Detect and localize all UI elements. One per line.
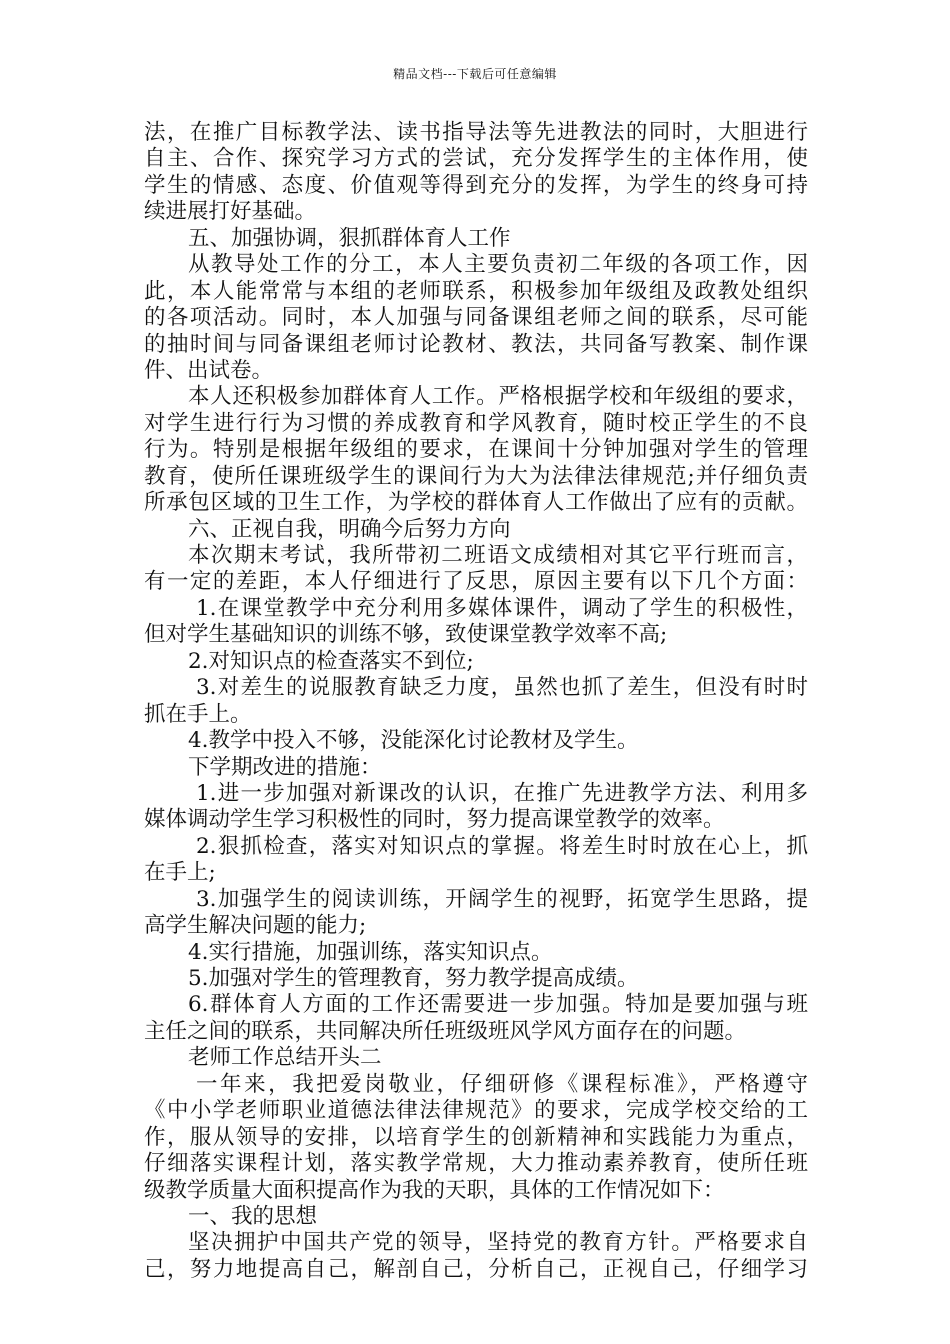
text-line: 坚决拥护中国共产党的领导，坚持党的教育方针。严格要求自: [188, 1230, 808, 1256]
text-line: 的抽时间与同备课组老师讨论教材、教法，共同备写教案、制作课: [144, 331, 808, 357]
text-line: 的各项活动。同时，本人加强与同备课组老师之间的联系，尽可能: [144, 305, 808, 331]
document-body: [144, 120, 808, 1283]
text-line: 自主、合作、探究学习方式的尝试，充分发挥学生的主体作用，使: [144, 146, 808, 172]
text-line: 一年来，我把爱岗敬业，仔细研修《课程标准》，严格遵守: [196, 1071, 808, 1097]
text-line: 下学期改进的措施：: [188, 754, 382, 780]
text-line: 《中小学老师职业道德法律法律规范》的要求，完成学校交给的工: [144, 1098, 808, 1124]
text-line: 六、正视自我，明确今后努力方向: [188, 516, 511, 542]
text-line: 5.加强对学生的管理教育，努力教学提高成绩。: [188, 966, 639, 991]
text-line: 主任之间的联系，共同解决所任班级班风学风方面存在的问题。: [144, 1018, 747, 1044]
text-line: 2.对知识点的检查落实不到位;: [188, 648, 474, 674]
text-line: 抓在手上。: [144, 701, 252, 727]
text-line: 从教导处工作的分工，本人主要负责初二年级的各项工作，因: [188, 252, 808, 278]
text-line: 级教学质量大面积提高作为我的天职，具体的工作情况如下：: [144, 1177, 725, 1203]
text-line: 行为。特别是根据年级组的要求，在课间十分钟加强对学生的管理: [144, 437, 808, 463]
text-line: 对学生进行行为习惯的养成教育和学风教育，随时校正学生的不良: [144, 410, 808, 436]
text-line: 己，努力地提高自己，解剖自己，分析自己，正视自己，仔细学习: [144, 1256, 808, 1282]
text-line: 2.狠抓检查，落实对知识点的掌握。将差生时时放在心上，抓: [196, 833, 808, 859]
text-line: 高学生解决问题的能力;: [144, 913, 367, 939]
text-line: 法，在推广目标教学法、读书指导法等先进教法的同时，大胆进行: [144, 120, 808, 145]
text-line: 件、出试卷。: [144, 357, 274, 383]
text-line: 所承包区域的卫生工作，为学校的群体育人工作做出了应有的贡献。: [144, 490, 808, 516]
text-line: 作，服从领导的安排，以培育学生的创新精神和实践能力为重点，: [144, 1124, 808, 1150]
text-line: 1.进一步加强对新课改的认识，在推广先进教学方法、利用多: [196, 780, 808, 806]
text-line: 教育，使所任课班级学生的课间行为大为法律法律规范;并仔细负责: [144, 463, 808, 489]
text-line: 五、加强协调，狠抓群体育人工作: [188, 225, 511, 251]
text-line: 3.对差生的说服教育缺乏力度，虽然也抓了差生，但没有时时: [196, 675, 808, 701]
text-line: 学生的情感、态度、价值观等得到充分的发挥，为学生的终身可持: [144, 172, 808, 198]
text-line: 3.加强学生的阅读训练，开阔学生的视野，拓宽学生思路，提: [196, 886, 808, 912]
text-line: 在手上;: [144, 860, 216, 886]
text-line: 4.实行措施，加强训练，落实知识点。: [188, 939, 553, 965]
text-line: 续进展打好基础。: [144, 199, 317, 225]
text-line: 4.教学中投入不够，没能深化讨论教材及学生。: [188, 728, 639, 754]
page-header: 精品文档---下载后可任意编辑: [393, 67, 557, 81]
text-line: 仔细落实课程计划，落实教学常规，大力推动素养教育，使所任班: [144, 1151, 808, 1177]
text-line: 6.群体育人方面的工作还需要进一步加强。特加是要加强与班: [188, 992, 808, 1018]
text-line: 老师工作总结开头二: [188, 1045, 382, 1071]
text-line: 此，本人能常常与本组的老师联系，积极参加年级组及政教处组织: [144, 278, 808, 304]
text-line: 本次期末考试，我所带初二班语文成绩相对其它平行班而言，: [188, 543, 808, 568]
text-line: 媒体调动学生学习积极性的同时，努力提高课堂教学的效率。: [144, 807, 725, 833]
text-line: 有一定的差距，本人仔细进行了反思，原因主要有以下几个方面：: [144, 569, 808, 595]
text-line: 但对学生基础知识的训练不够，致使课堂教学效率不高;: [144, 622, 668, 648]
text-line: 本人还积极参加群体育人工作。严格根据学校和年级组的要求，: [188, 384, 808, 410]
text-line: 1.在课堂教学中充分利用多媒体课件，调动了学生的积极性，: [196, 595, 808, 621]
text-line: 一、我的思想: [188, 1203, 318, 1229]
